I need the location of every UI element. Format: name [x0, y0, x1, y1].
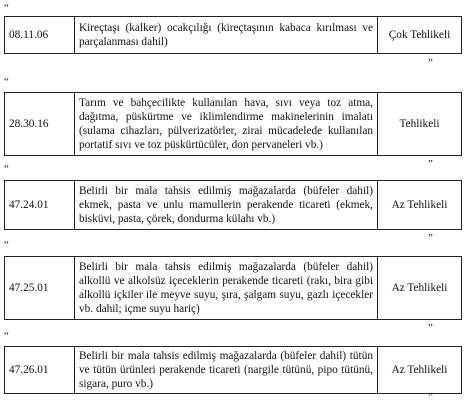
- hazard-class: Tehlikeli: [399, 118, 440, 130]
- activity-code: 08.11.06: [5, 17, 75, 53]
- closing-quote-mark: ”: [428, 158, 434, 170]
- closing-quote-mark: ”: [428, 232, 434, 244]
- activity-description: Belirli bir mala tahsis edilmiş mağazalarda (büfeler dahil) tütün ve tütün ürünleri perakende ticareti (nargile tütünü, pipo tütünü, sigara, puro vb.): [75, 347, 378, 393]
- closing-quote-mark: ”: [428, 57, 434, 69]
- table-row: [4, 180, 462, 230]
- activity-code: 47.25.01: [5, 257, 75, 319]
- activity-description: Belirli bir mala tahsis edilmiş mağazalarda (büfeler dahil) alkollü ve alkolsüz içeceklerin perakende ticareti (rakı, bira gibi alkollü içkiler ile meyve suyu, şıra, şalgam suyu, gazlı içecekler vb. dahil; içme suyu hariç): [75, 257, 378, 319]
- table-row: [4, 346, 462, 394]
- hazard-class: Çok Tehlikeli: [388, 29, 451, 41]
- table-row: [4, 256, 462, 320]
- activity-description: Kireçtaşı (kalker) ocakçılığı (kireçtaşının kabaca kırılması ve parçalanması dahil): [75, 17, 378, 53]
- closing-quote-mark: ”: [428, 391, 434, 403]
- activity-description: Tarım ve bahçecilikte kullanılan hava, sıvı veya toz atma, dağıtma, püskürtme ve iklimlendirme makinelerinin imalatı (sulama cihazları, pülverizatörler, zirai mücadelede kullanılan portatif sıvı ve toz püskürtücüler, don pervaneleri vb.): [75, 93, 378, 155]
- activity-code: 47.24.01: [5, 181, 75, 229]
- hazard-class: Az Tehlikeli: [391, 199, 448, 211]
- opening-quote-mark: “: [4, 2, 10, 14]
- closing-quote-mark: ”: [428, 322, 434, 334]
- opening-quote-mark: “: [4, 76, 10, 88]
- activity-description: Belirli bir mala tahsis edilmiş mağazalarda (büfeler dahil) ekmek, pasta ve unlu mamullerin perakende ticareti (ekmek, bisküvi, pasta, çörek, dondurma külahı vb.): [75, 181, 378, 229]
- hazard-class: Az Tehlikeli: [391, 282, 448, 294]
- opening-quote-mark: “: [4, 239, 10, 251]
- hazard-class: Az Tehlikeli: [391, 364, 448, 376]
- table-row: [4, 16, 462, 54]
- table-row: [4, 92, 462, 156]
- opening-quote-mark: “: [4, 163, 10, 175]
- opening-quote-mark: “: [4, 330, 10, 342]
- activity-code: 47.26.01: [5, 347, 75, 393]
- activity-code: 28.30.16: [5, 93, 75, 155]
